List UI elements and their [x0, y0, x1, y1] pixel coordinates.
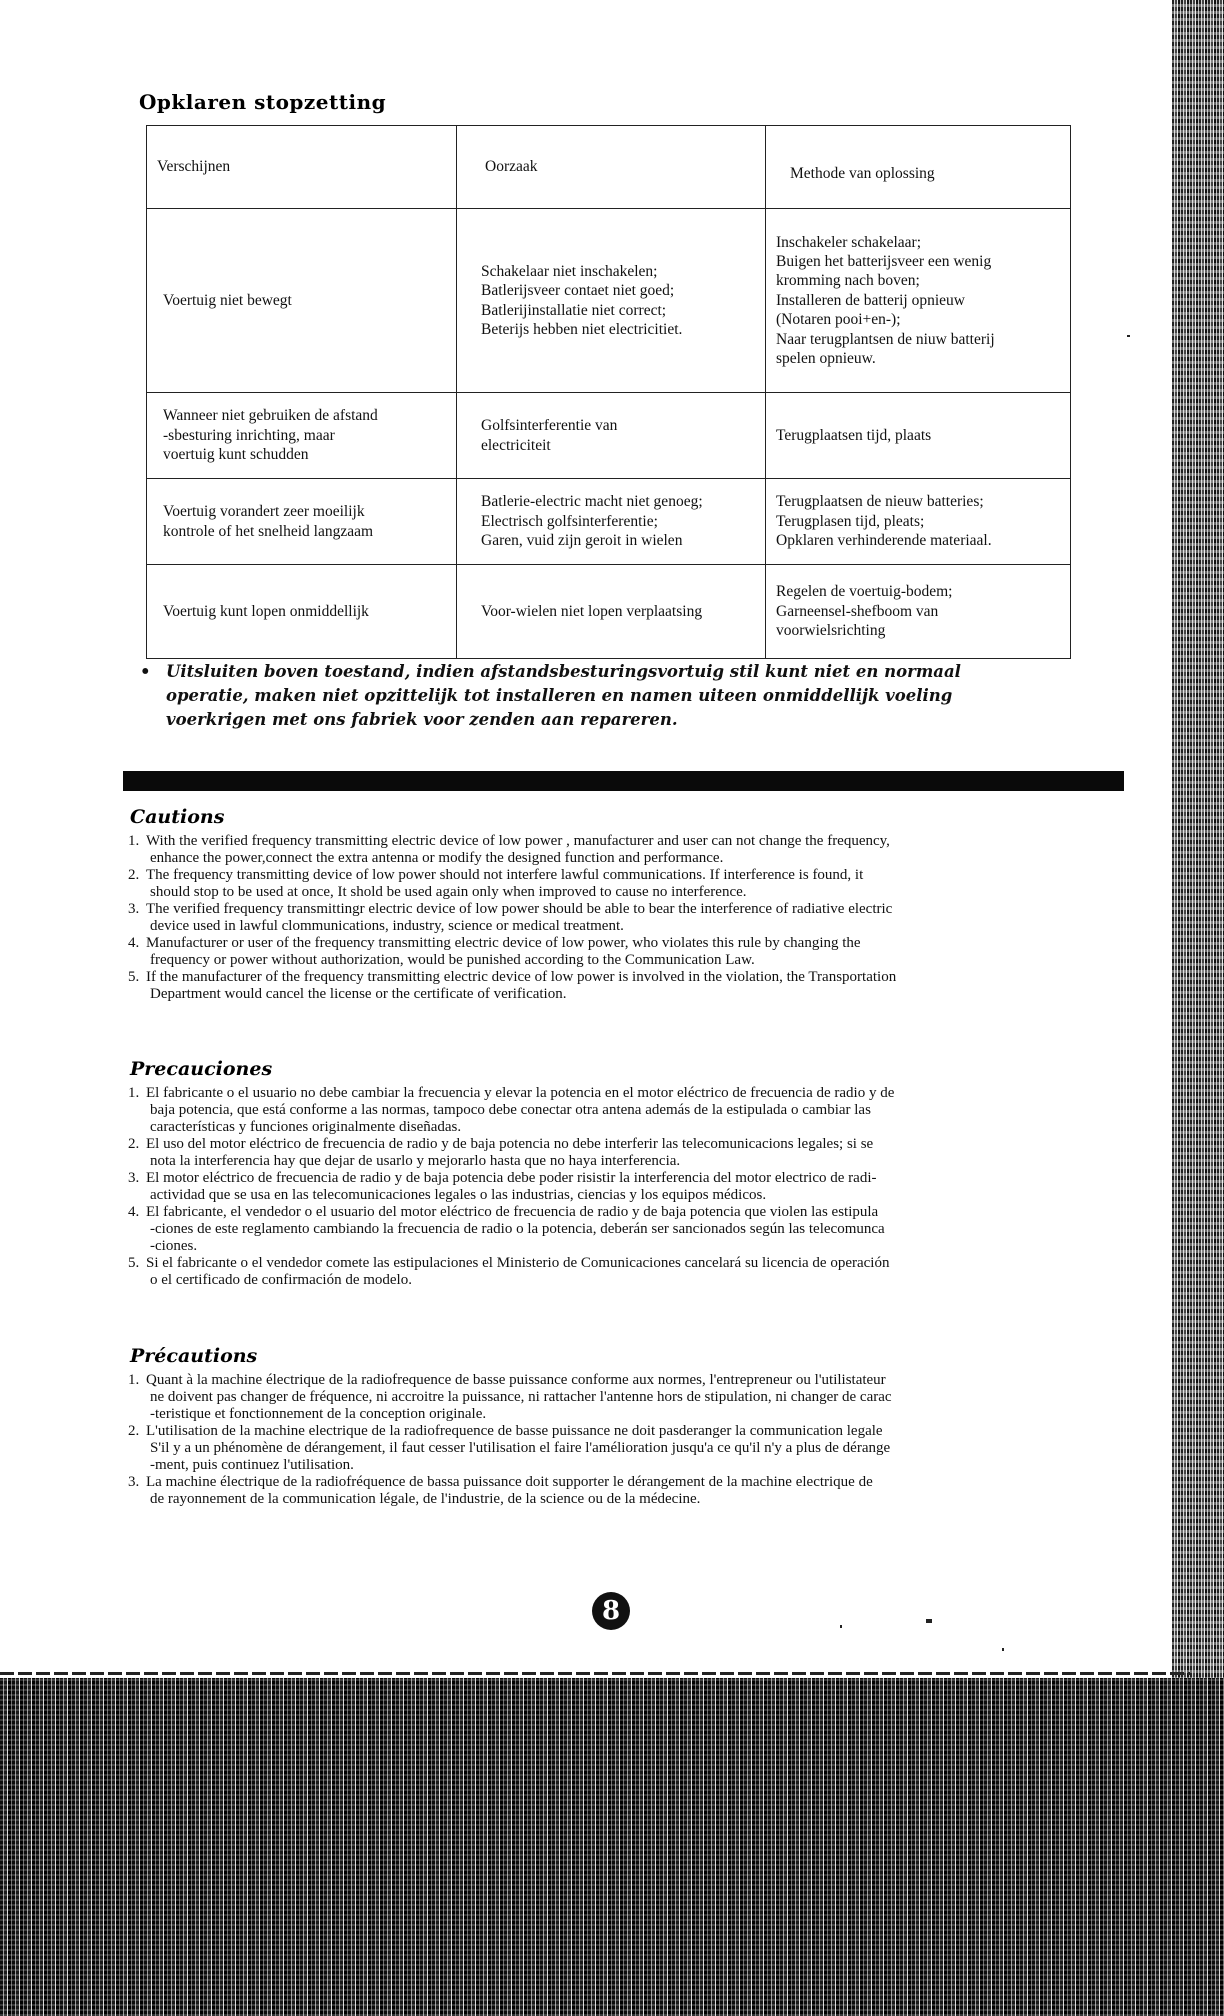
- column-header-solution: Methode van oplossing: [766, 126, 1071, 209]
- troubleshooting-table: [146, 125, 1071, 659]
- scan-speck: [926, 1619, 932, 1623]
- column-header-cause: Oorzaak: [457, 126, 766, 209]
- item-line: should stop to be used at once, It shold be used again only when improved to cause no interference.: [150, 884, 747, 900]
- cell-line: spelen opnieuw.: [776, 349, 876, 367]
- list-item: [128, 935, 1118, 969]
- item-line: -teristique et fonctionnement de la conception originale.: [150, 1406, 487, 1422]
- cell-solution: [766, 209, 1071, 393]
- cell-cause: [457, 479, 766, 565]
- item-line: S'il y a un phénomène de dérangement, il faut cesser l'utilisation el faire l'amélioration jusqu'a ce qu'il n'y a plus de dérange: [150, 1440, 891, 1456]
- item-line: The verified frequency transmittingr electric device of low power should be able to bear the interference of radiative electric: [146, 901, 893, 917]
- scan-speck: [1127, 335, 1130, 337]
- cell-line: Opklaren verhinderende materiaal.: [776, 532, 992, 550]
- cell-line: Voor-wielen niet lopen verplaatsing: [481, 602, 703, 620]
- cell-line: Terugplaatsen de nieuw batteries;: [776, 493, 984, 511]
- cell-line: Naar terugplantsen de niuw batterij: [776, 330, 995, 348]
- cell-line: Garen, vuid zijn geroit in wielen: [481, 532, 683, 550]
- item-number: 4.: [128, 1204, 140, 1220]
- table-row: [147, 209, 1071, 393]
- item-line: El motor eléctrico de frecuencia de radio y de baja potencia debe poder risistir la interferencia del motor electrico de radi-: [146, 1170, 877, 1186]
- item-line: El fabricante, el vendedor o el usuario del motor eléctrico de frecuencia de radio y de baja potencia que violen las estipula: [146, 1204, 879, 1220]
- note-text: [166, 660, 1100, 732]
- cell-line: Batlerie-electric macht niet genoeg;: [481, 493, 703, 511]
- list-item: [128, 1423, 1118, 1474]
- scan-speck: [840, 1625, 842, 1628]
- page-number-badge: 8: [592, 1592, 630, 1630]
- cell-line: Batlerijinstallatie niet correct;: [481, 301, 667, 319]
- item-line: device used in lawful clommunications, industry, science or medical treatment.: [150, 918, 624, 934]
- item-line: Quant à la machine électrique de la radiofrequence de basse puissance conforme aux normes, l'entrepreneur ou l'utilistateur: [146, 1372, 886, 1388]
- section-divider-bar: [123, 771, 1124, 791]
- cell-line: Beterijs hebben niet electricitiet.: [481, 320, 683, 338]
- cell-line: Voertuig vorandert zeer moeilijk: [163, 503, 365, 521]
- cell-line: kontrole of het snelheid langzaam: [163, 522, 374, 540]
- cell-line: Schakelaar niet inschakelen;: [481, 262, 658, 280]
- item-number: 5.: [128, 969, 140, 985]
- cell-line: Garneensel-shefboom van: [776, 602, 939, 620]
- note-line: voerkrigen met ons fabriek voor zenden aan repareren.: [166, 710, 678, 729]
- item-line: características y funciones originalmente diseñadas.: [150, 1119, 462, 1135]
- precautions-section: [128, 1347, 1118, 1508]
- column-header-appearance: Verschijnen: [147, 126, 457, 209]
- cell-appearance: [147, 393, 457, 479]
- troubleshooting-title: Opklaren stopzetting: [139, 90, 387, 114]
- list-item: [128, 1372, 1118, 1423]
- item-number: 1.: [128, 1085, 140, 1101]
- cell-line: Voertuig niet bewegt: [163, 291, 292, 309]
- item-number: 4.: [128, 935, 140, 951]
- cell-line: Golfsinterferentie van: [481, 417, 618, 435]
- item-line: de rayonnement de la communication légale, de l'industrie, de la science ou de la médecine.: [150, 1491, 701, 1507]
- item-number: 3.: [128, 901, 140, 917]
- table-row: [147, 565, 1071, 659]
- item-line: baja potencia, que está conforme a las normas, tampoco debe conectar otra antena además de la estipulada o cambiar las: [150, 1102, 871, 1118]
- list-item: [128, 1136, 1118, 1170]
- cell-appearance: [147, 479, 457, 565]
- cautions-list: [128, 833, 1118, 1003]
- note-line: operatie, maken niet opzittelijk tot installeren en namen uiteen onmiddellijk voeling: [166, 686, 953, 705]
- item-line: The frequency transmitting device of low power should not interfere lawful communications. If interference is found, it: [146, 867, 864, 883]
- cell-line: Installeren de batterij opnieuw: [776, 291, 965, 309]
- item-line: With the verified frequency transmitting electric device of low power , manufacturer and user can not change the frequency,: [146, 833, 890, 849]
- precauciones-section: [128, 1060, 1118, 1289]
- list-item: [128, 1085, 1118, 1136]
- note-bullet: •: [140, 662, 151, 681]
- item-number: 1.: [128, 833, 140, 849]
- precauciones-title: Precauciones: [130, 1058, 273, 1080]
- cell-line: Batlerijsveer contaet niet goed;: [481, 282, 675, 300]
- item-line: L'utilisation de la machine electrique de la radiofrequence de basse puissance ne doit pasderanger la communication legale: [146, 1423, 883, 1439]
- item-number: 1.: [128, 1372, 140, 1388]
- cell-cause: [457, 565, 766, 659]
- precautions-title: Précautions: [130, 1345, 258, 1367]
- list-item: [128, 1204, 1118, 1255]
- cell-line: voertuig kunt schudden: [163, 446, 309, 464]
- list-item: [128, 867, 1118, 901]
- table-header-row: [147, 126, 1071, 209]
- item-line: Manufacturer or user of the frequency transmitting electric device of low power, who violates this rule by changing the: [146, 935, 861, 951]
- cell-line: Terugplaatsen tijd, plaats: [776, 426, 932, 444]
- item-number: 2.: [128, 867, 140, 883]
- item-line: El uso del motor eléctrico de frecuencia de radio y de baja potencia no debe interferir las telecomunicacions legales; si se: [146, 1136, 874, 1152]
- cell-solution: [766, 479, 1071, 565]
- cell-line: voorwielsrichting: [776, 622, 886, 640]
- item-number: 3.: [128, 1474, 140, 1490]
- item-line: El fabricante o el usuario no debe cambiar la frecuencia y elevar la potencia en el motor eléctrico de frecuencia de radio y de: [146, 1085, 895, 1101]
- precauciones-list: [128, 1085, 1118, 1289]
- item-number: 5.: [128, 1255, 140, 1271]
- cell-line: Inschakeler schakelaar;: [776, 233, 922, 251]
- cell-line: Voertuig kunt lopen onmiddellijk: [163, 602, 369, 620]
- item-line: -ciones.: [150, 1238, 198, 1254]
- item-line: actividad que se usa en las telecomunicaciones legales o las industrias, ciencias y los equipos médicos.: [150, 1187, 767, 1203]
- table-row: [147, 393, 1071, 479]
- item-line: enhance the power,connect the extra antenna or modify the designed function and performance.: [150, 850, 724, 866]
- repair-note: [140, 660, 1100, 732]
- item-number: 3.: [128, 1170, 140, 1186]
- item-number: 2.: [128, 1136, 140, 1152]
- list-item: [128, 1170, 1118, 1204]
- cell-line: Wanneer niet gebruiken de afstand: [163, 407, 378, 425]
- cell-line: Terugplasen tijd, pleats;: [776, 512, 925, 530]
- cell-line: Electrisch golfsinterferentie;: [481, 512, 658, 530]
- cell-line: Buigen het batterijsveer een wenig: [776, 253, 992, 271]
- item-line: La machine électrique de la radiofréquence de bassa puissance doit supporter le dérangement de la machine electrique de: [146, 1474, 873, 1490]
- list-item: [128, 833, 1118, 867]
- scan-edge-bottom: [0, 1678, 1224, 2016]
- cell-cause: [457, 393, 766, 479]
- item-line: nota la interferencia hay que dejar de usarlo y mejorarlo hasta que no haya interferencia.: [150, 1153, 681, 1169]
- cell-appearance: [147, 209, 457, 393]
- precautions-list: [128, 1372, 1118, 1508]
- item-number: 2.: [128, 1423, 140, 1439]
- cautions-section: [128, 808, 1118, 1003]
- item-line: -ciones de este reglamento cambiando la frecuencia de radio o la potencia, deberán ser sancionados según las telecomunca: [150, 1221, 885, 1237]
- cell-line: kromming nach boven;: [776, 272, 920, 290]
- list-item: [128, 1255, 1118, 1289]
- scan-edge-line: [0, 1672, 1190, 1675]
- list-item: [128, 1474, 1118, 1508]
- cell-cause: [457, 209, 766, 393]
- list-item: [128, 969, 1118, 1003]
- scan-speck: [1002, 1648, 1004, 1651]
- cell-line: Regelen de voertuig-bodem;: [776, 583, 953, 601]
- item-line: Department would cancel the license or the certificate of verification.: [150, 986, 567, 1002]
- cell-line: -sbesturing inrichting, maar: [163, 426, 335, 444]
- item-line: -ment, puis continuez l'utilisation.: [150, 1457, 354, 1473]
- item-line: frequency or power without authorization, would be punished according to the Communication Law.: [150, 952, 755, 968]
- cell-line: (Notaren pooi+en-);: [776, 311, 901, 329]
- cell-solution: [766, 393, 1071, 479]
- item-line: ne doivent pas changer de fréquence, ni accroitre la puissance, ni rattacher l'antenne hors de stipulation, ni changer de carac: [150, 1389, 892, 1405]
- cautions-title: Cautions: [130, 806, 225, 828]
- cell-appearance: [147, 565, 457, 659]
- item-line: o el certificado de confirmación de modelo.: [150, 1272, 412, 1288]
- cell-solution: [766, 565, 1071, 659]
- note-line: Uitsluiten boven toestand, indien afstandsbesturingsvortuig stil kunt niet en normaal: [166, 662, 961, 681]
- table-row: [147, 479, 1071, 565]
- cell-line: electriciteit: [481, 436, 551, 454]
- list-item: [128, 901, 1118, 935]
- item-line: Si el fabricante o el vendedor comete las estipulaciones el Ministerio de Comunicaciones cancelará su licencia de operación: [146, 1255, 890, 1271]
- item-line: If the manufacturer of the frequency transmitting electric device of low power is involved in the violation, the Transportation: [146, 969, 897, 985]
